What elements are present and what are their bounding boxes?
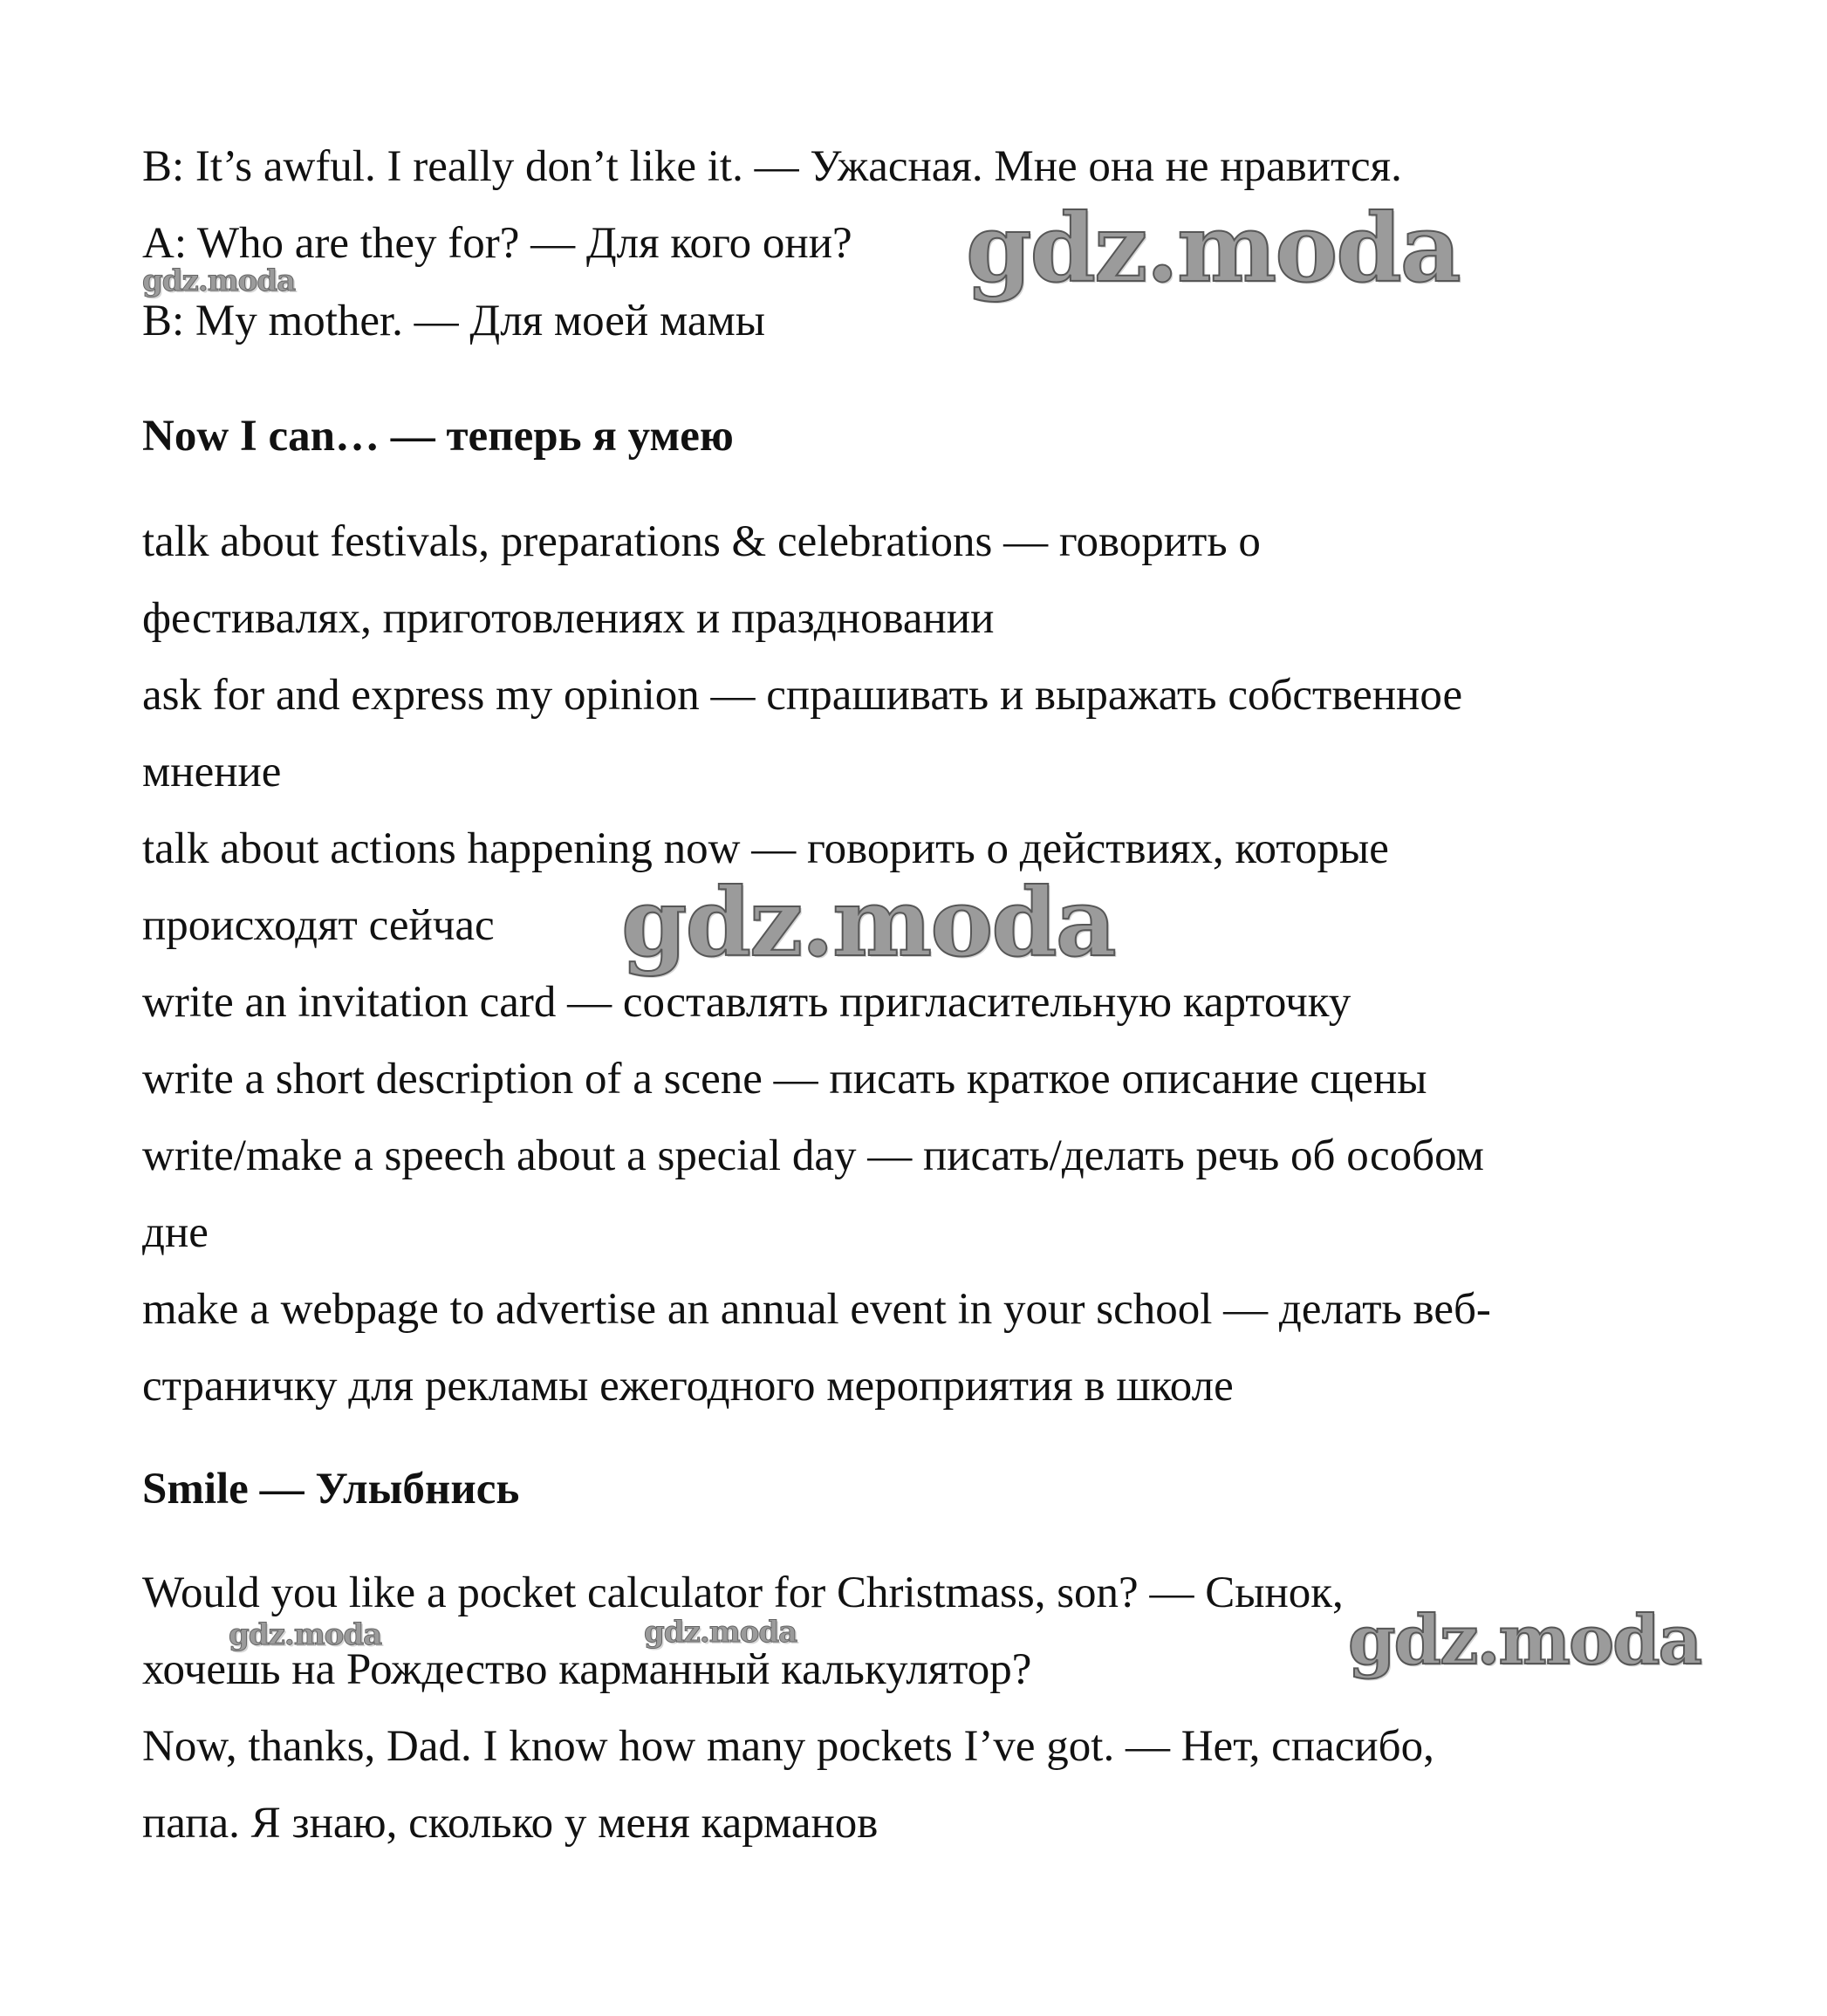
now-i-can-line: страничку для рекламы ежегодного мероприятия в школе bbox=[142, 1362, 1234, 1411]
watermark-logo: gdz.moda bbox=[1348, 1601, 1701, 1680]
dialogue-line: B: My mother. — Для моей мамы bbox=[142, 297, 766, 345]
watermark-logo-small: gdz.moda bbox=[644, 1615, 797, 1650]
watermark-logo: gdz.moda bbox=[621, 868, 1115, 978]
watermark-logo-small: gdz.moda bbox=[142, 263, 296, 298]
now-i-can-line: write/make a speech about a special day — писать/делать речь об особом bbox=[142, 1131, 1484, 1180]
now-i-can-line: дне bbox=[142, 1208, 209, 1257]
dialogue-line: B: It’s awful. I really don’t like it. — Ужасная. Мне она не нравится. bbox=[142, 142, 1402, 191]
now-i-can-line: происходят сейчас bbox=[142, 901, 495, 950]
now-i-can-line: мнение bbox=[142, 748, 282, 796]
dialogue-line: A: Who are they for? — Для кого они? bbox=[142, 219, 852, 268]
now-i-can-line: фестивалях, приготовлениях и праздновании bbox=[142, 594, 995, 643]
watermark-logo: gdz.moda bbox=[966, 194, 1460, 304]
now-i-can-line: write an invitation card — составлять пригласительную карточку bbox=[142, 978, 1351, 1027]
smile-line: Would you like a pocket calculator for Christmass, son? — Сынок, bbox=[142, 1568, 1344, 1617]
section-heading-now-i-can: Now I can… — теперь я умею bbox=[142, 412, 734, 461]
now-i-can-line: ask for and express my opinion — спрашивать и выражать собственное bbox=[142, 671, 1463, 720]
now-i-can-line: write a short description of a scene — писать краткое описание сцены bbox=[142, 1055, 1427, 1104]
now-i-can-line: talk about festivals, preparations & celebrations — говорить о bbox=[142, 517, 1261, 566]
now-i-can-line: make a webpage to advertise an annual event in your school — делать веб- bbox=[142, 1285, 1491, 1334]
smile-line: хочешь на Рождество карманный калькулятор? bbox=[142, 1645, 1032, 1694]
smile-line: папа. Я знаю, сколько у меня карманов bbox=[142, 1799, 879, 1848]
document-page bbox=[142, 0, 1713, 2016]
section-heading-smile: Smile — Улыбнись bbox=[142, 1465, 520, 1514]
watermark-logo-small: gdz.moda bbox=[229, 1617, 382, 1652]
smile-line: Now, thanks, Dad. I know how many pockets I’ve got. — Нет, спасибо, bbox=[142, 1722, 1434, 1771]
now-i-can-line: talk about actions happening now — говорить о действиях, которые bbox=[142, 824, 1389, 873]
